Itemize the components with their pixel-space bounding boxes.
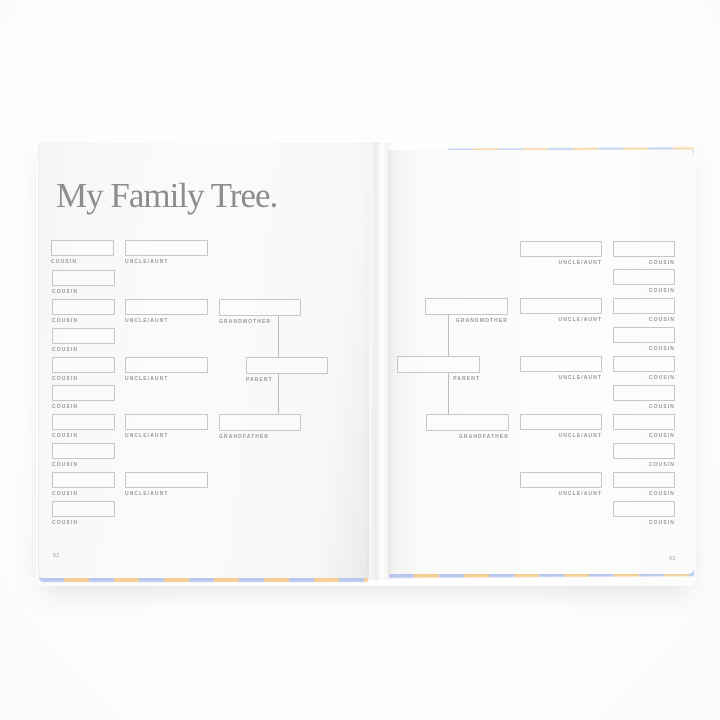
tree-box-uncle-aunt [125,472,208,488]
tree-box-label: COUSIN [52,462,79,468]
page-title: My Family Tree. [56,176,278,215]
tree-box-label: UNCLE/AUNT [558,260,602,266]
tree-box-cousin [613,443,675,459]
tree-box-label: COUSIN [648,346,675,352]
tree-box-label: COUSIN [648,491,675,497]
tree-box-uncle-aunt [520,241,602,257]
tree-box-cousin [52,472,115,488]
tree-box-label: COUSIN [52,376,79,382]
tree-box-label: COUSIN [52,433,79,439]
tree-box-label: UNCLE/AUNT [558,491,602,497]
right-page-tree [388,150,694,574]
tree-box-grandmother [219,299,301,316]
tree-box-parent [397,356,480,373]
tree-box-label: COUSIN [52,347,79,353]
tree-box-label: COUSIN [52,491,79,497]
tree-box-cousin [51,240,114,256]
tree-box-cousin [613,356,675,372]
tree-box-cousin [613,327,675,343]
tree-box-cousin [52,501,115,517]
right-page-number: 93 [669,556,676,562]
tree-box-label: COUSIN [648,404,675,410]
tree-box-cousin [52,299,115,315]
tree-box-cousin [613,269,675,285]
tree-box-uncle-aunt [520,472,602,488]
tree-box-cousin [52,357,115,373]
tree-box-cousin [613,241,675,257]
tree-box-label: PARENT [453,376,480,382]
tree-box-label: COUSIN [52,318,79,324]
tree-box-uncle-aunt [125,240,208,256]
tree-box-label: UNCLE/AUNT [125,491,169,497]
tree-box-label: COUSIN [51,259,78,265]
tree-box-grandfather [426,414,509,431]
tree-box-label: UNCLE/AUNT [125,376,169,382]
tree-box-label: COUSIN [52,404,79,410]
tree-box-cousin [613,472,675,488]
tree-box-label: UNCLE/AUNT [125,318,169,324]
tree-box-uncle-aunt [125,357,208,373]
tree-box-cousin [52,385,115,401]
tree-box-uncle-aunt [520,298,602,314]
tree-box-cousin [613,385,675,401]
tree-box-cousin [52,328,115,344]
tree-box-uncle-aunt [125,299,208,315]
tree-box-label: UNCLE/AUNT [558,317,602,323]
tree-box-label: COUSIN [648,433,675,439]
tree-box-label: COUSIN [52,520,79,526]
tree-box-label: PARENT [246,377,273,383]
tree-box-label: GRANDFATHER [458,434,509,440]
left-page [38,142,369,578]
open-book [36,140,696,586]
tree-box-label: COUSIN [52,289,79,295]
tree-box-label: GRANDMOTHER [219,319,272,325]
tree-box-label: COUSIN [648,288,675,294]
tree-box-label: COUSIN [648,462,675,468]
tree-box-cousin [52,443,115,459]
tree-box-label: UNCLE/AUNT [558,433,602,439]
tree-box-label: COUSIN [648,375,675,381]
left-page-tree [39,142,369,578]
left-page-number: 92 [53,553,60,559]
tree-box-cousin [613,501,675,517]
tree-box-label: COUSIN [648,317,675,323]
tree-box-grandmother [425,298,508,315]
tree-box-label: UNCLE/AUNT [558,375,602,381]
right-page [388,150,694,574]
tree-box-uncle-aunt [520,414,602,430]
tree-box-label: GRANDMOTHER [455,318,508,324]
tree-box-uncle-aunt [125,414,208,430]
tree-box-parent [246,357,328,374]
tree-box-label: COUSIN [648,520,675,526]
tree-box-label: GRANDFATHER [219,434,270,440]
tree-box-uncle-aunt [520,356,602,372]
tree-box-label: UNCLE/AUNT [125,433,169,439]
tree-box-cousin [52,414,115,430]
tree-box-grandfather [219,414,301,431]
tree-box-cousin [613,414,675,430]
tree-box-label: COUSIN [648,260,675,266]
tree-box-label: UNCLE/AUNT [125,259,169,265]
tree-box-cousin [52,270,115,286]
tree-box-cousin [613,298,675,314]
